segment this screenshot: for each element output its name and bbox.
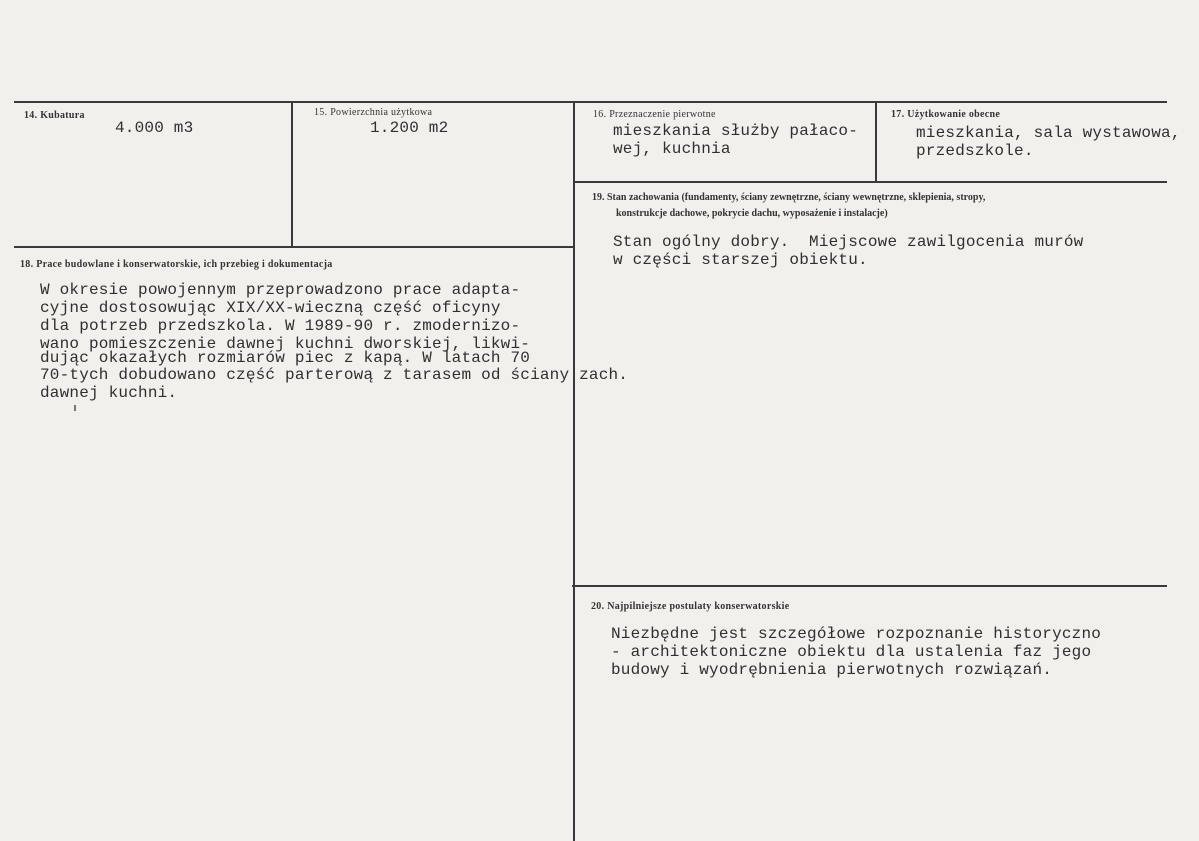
rule-above-18 xyxy=(14,246,575,248)
rule-above-20 xyxy=(572,585,1167,587)
top-rule xyxy=(14,101,1167,103)
field-19-label: 19. Stan zachowania (fundamenty, ściany zewnętrzne, ściany wewnętrzne, sklepienia, stropy, xyxy=(592,192,986,203)
field-18-line: dla potrzeb przedszkola. W 1989-90 r. zmodernizo- xyxy=(40,317,521,335)
field-17-line: mieszkania, sala wystawowa, xyxy=(916,124,1181,142)
field-14-label: 14. Kubatura xyxy=(24,110,85,121)
field-20-line: budowy i wyodrębnienia pierwotnych rozwiązań. xyxy=(611,661,1053,679)
field-20-label: 20. Najpilniejsze postulaty konserwatorskie xyxy=(591,601,790,612)
field-15-value: 1.200 m2 xyxy=(370,119,449,137)
rule-under-16-17 xyxy=(574,181,1167,183)
divider-14-15 xyxy=(291,101,293,247)
field-20-line: Niezbędne jest szczegółowe rozpoznanie historyczno xyxy=(611,625,1102,643)
field-18-line: wano pomieszczenie dawnej kuchni dworskiej, likwi- xyxy=(40,335,531,353)
field-20-line: - architektoniczne obiektu dla ustalenia faz jego xyxy=(611,643,1092,661)
field-16-label: 16. Przeznaczenie pierwotne xyxy=(593,109,716,120)
field-18-line: dawnej kuchni. xyxy=(40,384,178,402)
field-17-label: 17. Użytkowanie obecne xyxy=(891,109,1001,120)
field-19-line: Stan ogólny dobry. Miejscowe zawilgocenia murów xyxy=(613,233,1084,251)
field-18-line: cyjne dostosowując XIX/XX-wieczną część oficyny xyxy=(40,299,501,317)
field-16-line: mieszkania służby pałaco- xyxy=(613,122,859,140)
divider-left-right xyxy=(573,101,575,841)
field-19-label-cont: konstrukcje dachowe, pokrycie dachu, wyposażenie i instalacje) xyxy=(616,208,888,219)
field-18-line: dując okazałych rozmiarów piec z kapą. W latach 70 xyxy=(40,349,531,367)
field-18-line: 70-tych dobudowano część parterową z tarasem od ściany zach. xyxy=(40,366,629,384)
field-19-line: w części starszej obiektu. xyxy=(613,251,868,269)
field-18-label: 18. Prace budowlane i konserwatorskie, ich przebieg i dokumentacja xyxy=(20,259,333,270)
field-14-value: 4.000 m3 xyxy=(115,119,194,137)
field-15-label: 15. Powierzchnia użytkowa xyxy=(314,107,433,118)
divider-16-17 xyxy=(875,101,877,182)
field-17-line: przedszkole. xyxy=(916,142,1034,160)
stray-mark xyxy=(74,405,76,411)
field-18-line: W okresie powojennym przeprowadzono prace adapta- xyxy=(40,281,521,299)
field-16-line: wej, kuchnia xyxy=(613,140,731,158)
